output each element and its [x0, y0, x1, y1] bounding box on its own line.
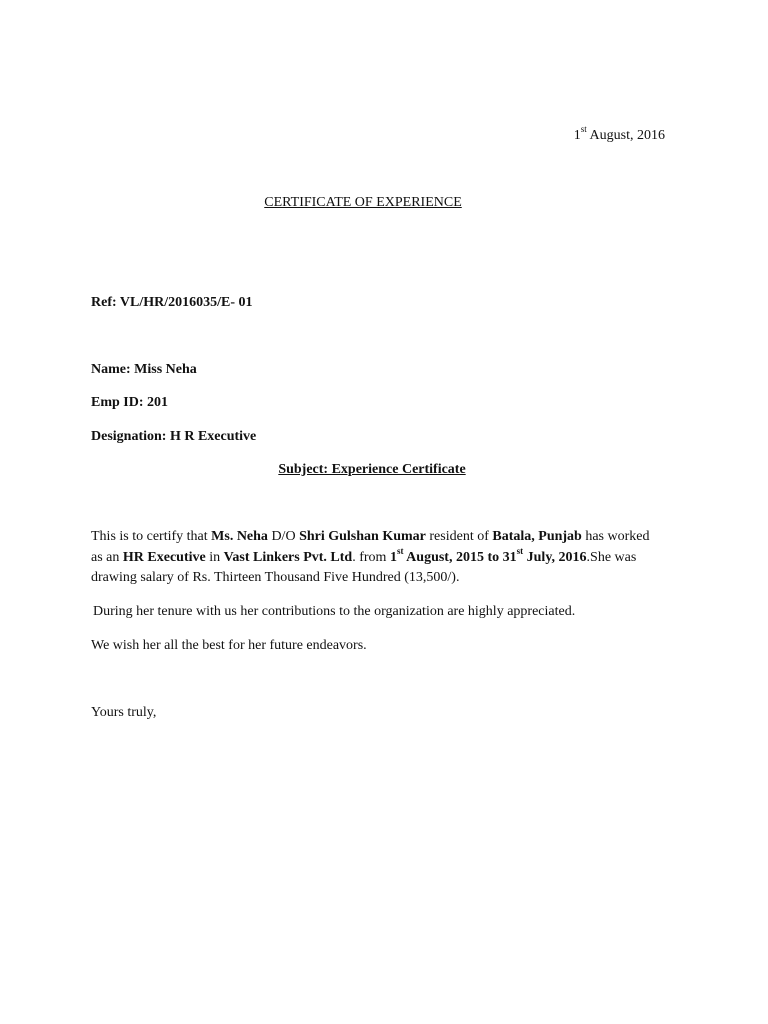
tenure-period-bold	[389, 545, 587, 565]
closing-salutation: Yours truly,	[91, 705, 157, 720]
tenure-end-suffix: st	[516, 545, 524, 556]
reference-number: Ref: VL/HR/2016035/E- 01	[91, 295, 253, 310]
employee-name-bold: Ms. Neha	[211, 529, 268, 544]
date-month-year: August, 2016	[586, 128, 665, 143]
para1-text-2: D/O	[267, 529, 300, 544]
tenure-start-day: 1	[389, 549, 397, 565]
wishes-paragraph: We wish her all the best for her future endeavors.	[91, 638, 367, 653]
salary-text: .She was drawing salary of Rs. Thirteen Thousand Five Hundred (13,500/).	[91, 549, 637, 585]
para1-text-4: has worked as an	[91, 529, 650, 565]
tenure-end: July, 2016	[523, 549, 587, 565]
para1-text-3: resident of	[425, 529, 493, 544]
appreciation-paragraph: During her tenure with us her contributions to the organization are highly appreciated.	[93, 604, 576, 619]
date-day-suffix: st	[580, 124, 587, 135]
certificate-title: CERTIFICATE OF EXPERIENCE	[264, 195, 462, 210]
tenure-mid: August, 2015 to 31	[403, 549, 517, 565]
para1-text-6: . from	[352, 549, 390, 565]
father-name-bold: Shri Gulshan Kumar	[299, 529, 426, 544]
letter-date	[573, 124, 665, 144]
employee-name: Name: Miss Neha	[91, 362, 197, 377]
date-day: 1	[573, 128, 581, 143]
company-name-bold: Vast Linkers Pvt. Ltd	[223, 549, 353, 565]
para1-text-5: in	[205, 549, 224, 565]
para1-text-1: This is to certify that	[91, 529, 212, 544]
letter-subject: Subject: Experience Certificate	[278, 462, 466, 477]
tenure-start-suffix: st	[396, 545, 404, 556]
employee-id: Emp ID: 201	[91, 395, 169, 410]
residence-bold: Batala, Punjab	[492, 529, 582, 544]
employee-designation: Designation: H R Executive	[91, 429, 257, 444]
designation-bold: HR Executive	[122, 549, 206, 565]
certification-paragraph	[91, 527, 651, 589]
